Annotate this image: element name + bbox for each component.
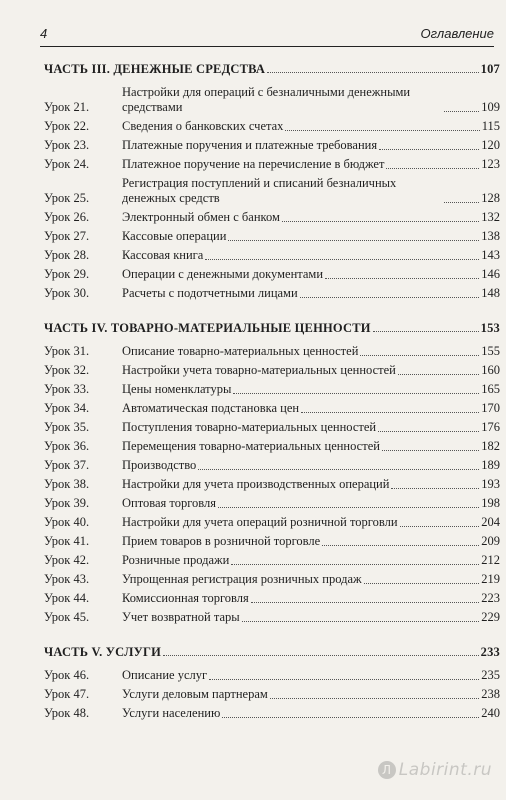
- part-title: ЧАСТЬ V. УСЛУГИ: [44, 645, 162, 659]
- table-of-contents: [44, 58, 500, 725]
- dot-leader: [218, 507, 479, 508]
- lesson-number: Урок 30.: [44, 286, 90, 300]
- dot-leader: [364, 583, 480, 584]
- lesson-title: Автоматическая подстановка цен: [122, 401, 300, 415]
- lesson-number: Урок 23.: [44, 138, 90, 152]
- dot-leader: [391, 488, 479, 489]
- dot-leader: [300, 297, 480, 298]
- toc-lesson-row: [44, 515, 500, 530]
- lesson-page: 209: [481, 534, 500, 548]
- lesson-number: Урок 39.: [44, 496, 90, 510]
- page-number: 4: [40, 26, 48, 41]
- section-name: Оглавление: [420, 26, 494, 41]
- lesson-number: Урок 45.: [44, 610, 90, 624]
- lesson-title: Операции с денежными документами: [122, 267, 324, 281]
- dot-leader: [382, 450, 479, 451]
- lesson-page: 193: [481, 477, 500, 491]
- lesson-title: Цены номенклатуры: [122, 382, 232, 396]
- lesson-number: Урок 47.: [44, 687, 90, 701]
- lesson-number: Урок 37.: [44, 458, 90, 472]
- toc-lesson-row: [44, 553, 500, 568]
- toc-lesson-row: [44, 610, 500, 625]
- dot-leader: [379, 149, 479, 150]
- lesson-page: 109: [481, 100, 500, 114]
- dot-leader: [282, 221, 479, 222]
- lesson-page: 132: [481, 210, 500, 224]
- toc-lesson-row: [44, 534, 500, 549]
- lesson-page: 212: [481, 553, 500, 567]
- lesson-title: Описание товарно-материальных ценностей: [122, 344, 359, 358]
- toc-lesson-row: [44, 572, 500, 587]
- toc-lesson-row: [44, 458, 500, 473]
- lesson-page: 198: [481, 496, 500, 510]
- lesson-number: Урок 32.: [44, 363, 90, 377]
- dot-leader: [322, 545, 479, 546]
- lesson-number: Урок 29.: [44, 267, 90, 281]
- lesson-title: Оптовая торговля: [122, 496, 217, 510]
- part-title: ЧАСТЬ IV. ТОВАРНО-МАТЕРИАЛЬНЫЕ ЦЕННОСТИ: [44, 321, 371, 335]
- lesson-title: Настройки для учета операций розничной торговли: [122, 515, 398, 529]
- watermark-logo-icon: Л: [378, 761, 396, 779]
- dot-leader: [270, 698, 479, 699]
- dot-leader: [400, 526, 480, 527]
- lesson-page: 160: [481, 363, 500, 377]
- toc-lesson-row: [44, 687, 500, 702]
- lesson-number: Урок 46.: [44, 668, 90, 682]
- toc-lesson-row: [44, 401, 500, 416]
- lesson-title: Сведения о банковских счетах: [122, 119, 284, 133]
- lesson-title: Услуги населению: [122, 706, 221, 720]
- lesson-title: Настройки для учета производственных операций: [122, 477, 390, 491]
- dot-leader: [198, 469, 479, 470]
- lesson-page: 120: [481, 138, 500, 152]
- lesson-title: Услуги деловым партнерам: [122, 687, 268, 701]
- toc-lesson-row: [44, 420, 500, 435]
- lesson-page: 176: [481, 420, 500, 434]
- toc-lesson-row: [44, 477, 500, 492]
- dot-leader: [163, 655, 479, 656]
- toc-lesson-row: [44, 439, 500, 454]
- dot-leader: [231, 564, 479, 565]
- dot-leader: [233, 393, 479, 394]
- lesson-title: Розничные продажи: [122, 553, 230, 567]
- lesson-number: Урок 42.: [44, 553, 90, 567]
- dot-leader: [373, 331, 479, 332]
- lesson-title: Прием товаров в розничной торговле: [122, 534, 321, 548]
- watermark: [378, 760, 492, 780]
- lesson-page: 170: [481, 401, 500, 415]
- toc-lesson-row: [44, 591, 500, 606]
- lesson-number: Урок 43.: [44, 572, 90, 586]
- lesson-page: 155: [481, 344, 500, 358]
- lesson-title: Настройки для операций с безналичными денежными средствами: [122, 85, 411, 114]
- toc-lesson-row: [44, 138, 500, 153]
- lesson-title: Описание услуг: [122, 668, 208, 682]
- lesson-page: 238: [481, 687, 500, 701]
- lesson-number: Урок 38.: [44, 477, 90, 491]
- dot-leader: [205, 259, 479, 260]
- lesson-number: Урок 25.: [44, 191, 90, 205]
- toc-lesson-row: [44, 496, 500, 511]
- running-header: [40, 24, 494, 47]
- lesson-number: Урок 33.: [44, 382, 90, 396]
- dot-leader: [378, 431, 479, 432]
- lesson-title: Платежное поручение на перечисление в бюджет: [122, 157, 385, 171]
- lesson-title: Комиссионная торговля: [122, 591, 249, 605]
- lesson-title: Поступления товарно-материальных ценностей: [122, 420, 377, 434]
- toc-lesson-row: [44, 267, 500, 282]
- dot-leader: [242, 621, 480, 622]
- dot-leader: [267, 72, 479, 73]
- lesson-number: Урок 36.: [44, 439, 90, 453]
- lesson-page: 229: [481, 610, 500, 624]
- lesson-page: 219: [481, 572, 500, 586]
- lesson-title: Кассовая книга: [122, 248, 204, 262]
- dot-leader: [222, 717, 479, 718]
- toc-lesson-row: [44, 344, 500, 359]
- lesson-number: Урок 28.: [44, 248, 90, 262]
- lesson-title: Кассовые операции: [122, 229, 227, 243]
- lesson-number: Урок 35.: [44, 420, 90, 434]
- lesson-page: 148: [481, 286, 500, 300]
- toc-lesson-row: [44, 176, 500, 206]
- dot-leader: [301, 412, 479, 413]
- dot-leader: [386, 168, 479, 169]
- part-page: 233: [480, 645, 500, 659]
- lesson-number: Урок 41.: [44, 534, 90, 548]
- lesson-page: 123: [481, 157, 500, 171]
- lesson-page: 235: [481, 668, 500, 682]
- lesson-page: 182: [481, 439, 500, 453]
- lesson-number: Урок 48.: [44, 706, 90, 720]
- toc-lesson-row: [44, 382, 500, 397]
- dot-leader: [360, 355, 479, 356]
- toc-lesson-row: [44, 119, 500, 134]
- lesson-page: 165: [481, 382, 500, 396]
- toc-lesson-row: [44, 157, 500, 172]
- part-page: 107: [480, 62, 500, 76]
- toc-lesson-row: [44, 229, 500, 244]
- lesson-page: 128: [481, 191, 500, 205]
- lesson-page: 240: [481, 706, 500, 720]
- lesson-number: Урок 44.: [44, 591, 90, 605]
- dot-leader: [251, 602, 479, 603]
- part-title: ЧАСТЬ III. ДЕНЕЖНЫЕ СРЕДСТВА: [44, 62, 266, 76]
- toc-lesson-row: [44, 85, 500, 115]
- toc-lesson-row: [44, 248, 500, 263]
- lesson-title: Перемещения товарно-материальных ценностей: [122, 439, 380, 453]
- part-page: 153: [480, 321, 500, 335]
- toc-part-heading: [44, 321, 500, 336]
- toc-lesson-row: [44, 363, 500, 378]
- lesson-page: 189: [481, 458, 500, 472]
- toc-lesson-row: [44, 286, 500, 301]
- lesson-title: Регистрация поступлений и списаний безналичных денежных средств: [122, 176, 397, 205]
- dot-leader: [444, 202, 479, 203]
- lesson-title: Учет возвратной тары: [122, 610, 240, 624]
- dot-leader: [209, 679, 479, 680]
- lesson-page: 143: [481, 248, 500, 262]
- lesson-number: Урок 22.: [44, 119, 90, 133]
- lesson-number: Урок 27.: [44, 229, 90, 243]
- toc-lesson-row: [44, 210, 500, 225]
- dot-leader: [444, 111, 479, 112]
- toc-part-heading: [44, 62, 500, 77]
- lesson-title: Электронный обмен с банком: [122, 210, 280, 224]
- dot-leader: [228, 240, 479, 241]
- lesson-title: Настройки учета товарно-материальных ценностей: [122, 363, 396, 377]
- lesson-page: 138: [481, 229, 500, 243]
- lesson-page: 115: [481, 119, 500, 133]
- dot-leader: [398, 374, 479, 375]
- lesson-number: Урок 26.: [44, 210, 90, 224]
- lesson-title: Упрощенная регистрация розничных продаж: [122, 572, 362, 586]
- lesson-page: 146: [481, 267, 500, 281]
- lesson-page: 204: [481, 515, 500, 529]
- lesson-number: Урок 21.: [44, 100, 90, 114]
- watermark-text: Labirint.ru: [398, 760, 492, 780]
- toc-lesson-row: [44, 668, 500, 683]
- lesson-title: Производство: [122, 458, 197, 472]
- lesson-title: Платежные поручения и платежные требования: [122, 138, 378, 152]
- lesson-number: Урок 31.: [44, 344, 90, 358]
- lesson-number: Урок 34.: [44, 401, 90, 415]
- toc-part-heading: [44, 645, 500, 660]
- lesson-number: Урок 24.: [44, 157, 90, 171]
- dot-leader: [325, 278, 479, 279]
- lesson-page: 223: [481, 591, 500, 605]
- lesson-number: Урок 40.: [44, 515, 90, 529]
- toc-lesson-row: [44, 706, 500, 721]
- lesson-title: Расчеты с подотчетными лицами: [122, 286, 298, 300]
- dot-leader: [285, 130, 479, 131]
